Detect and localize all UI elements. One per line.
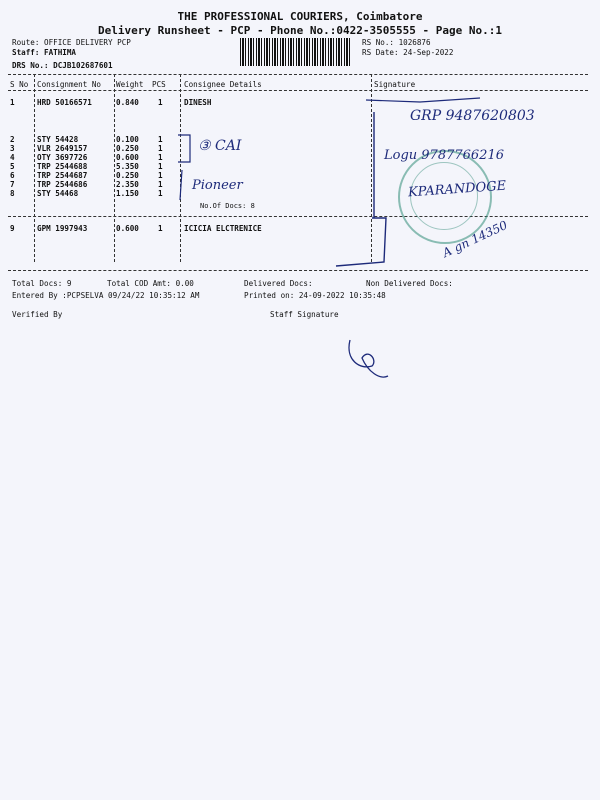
company-title: THE PROFESSIONAL COURIERS, Coimbatore [177, 10, 423, 23]
col-consignment: Consignment No [37, 80, 102, 89]
staff-label: Staff: FATHIMA [12, 48, 77, 57]
route-label: Route: OFFICE DELIVERY PCP [12, 38, 131, 47]
col-sno: S No [10, 80, 29, 89]
total-docs: Total Docs: 9 [12, 279, 72, 288]
col-pcs: PCS [152, 80, 166, 89]
handwritten-signature: KPARANDOGE [407, 178, 507, 201]
group-doc-count: No.Of Docs: 8 [200, 202, 255, 210]
drs-number: DRS No.: DCJB102687601 [12, 61, 113, 70]
total-cod: Total COD Amt: 0.00 [107, 279, 194, 288]
entered-by: Entered By :PCPSELVA 09/24/22 10:35:12 AM [12, 291, 200, 300]
delivered-docs: Delivered Docs: [244, 279, 313, 288]
staff-signature-label: Staff Signature [270, 310, 339, 319]
runsheet-subtitle: Delivery Runsheet - PCP - Phone No.:0422-3505555 - Page No.:1 [98, 24, 502, 37]
handwritten-signature: GRP 9487620803 [410, 108, 535, 124]
handwritten-note: Pioneer [192, 178, 243, 193]
col-signature: Signature [374, 80, 416, 89]
col-consignee: Consignee Details [184, 80, 262, 89]
handwritten-signature: A gn 14350 [440, 217, 510, 261]
non-delivered-docs: Non Delivered Docs: [366, 279, 453, 288]
verified-by-label: Verified By [12, 310, 63, 319]
handwritten-note: ③ CAI [198, 138, 242, 154]
rs-date: RS Date: 24-Sep-2022 [362, 48, 454, 57]
rs-number: RS No.: 1026876 [362, 38, 431, 47]
printed-on: Printed on: 24-09-2022 10:35:48 [244, 291, 386, 300]
col-weight: Weight [116, 80, 144, 89]
handwritten-signature: Logu 9787766216 [384, 148, 504, 163]
